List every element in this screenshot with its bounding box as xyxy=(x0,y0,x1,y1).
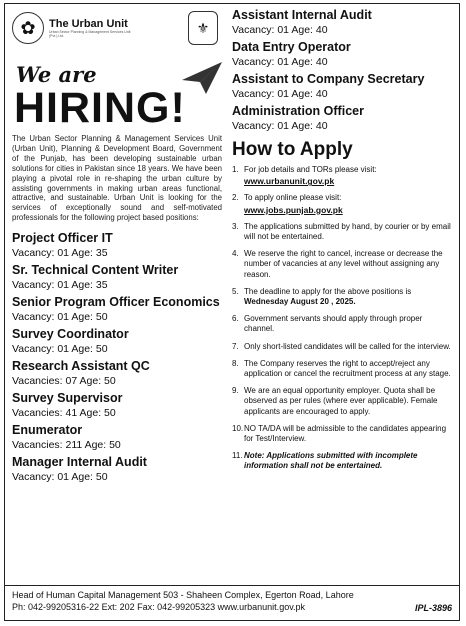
position-title: Research Assistant QC xyxy=(12,359,150,374)
position-title: Assistant Internal Audit xyxy=(232,8,372,22)
rule-item xyxy=(232,359,454,379)
rule-text xyxy=(244,249,454,280)
punjab-seal-icon: ⚜ xyxy=(188,11,218,45)
rule-item xyxy=(232,222,454,242)
footer-address: Head of Human Capital Management 503 - Shaheen Complex, Egerton Road, Lahore xyxy=(12,590,354,600)
rule-text xyxy=(244,287,454,307)
position-title: Senior Program Officer Economics xyxy=(12,295,220,310)
rule-text xyxy=(244,314,454,334)
footer-contact: Ph: 042-99205316-22 Ext: 202 Fax: 042-99205323 www.urbanunit.gov.pk xyxy=(12,602,306,612)
rule-body: Government servants should apply through proper channel. xyxy=(244,314,423,334)
right-column xyxy=(232,8,454,479)
rule-number: 11. xyxy=(232,451,243,461)
rule-number: 1. xyxy=(232,165,239,174)
position-vacancy-age: Vacancy: 01 Age: 50 xyxy=(12,311,108,324)
rule-link[interactable]: www.urbanunit.gov.pk xyxy=(244,176,335,187)
rule-number: 2. xyxy=(232,193,239,203)
headline-main: HIRING! xyxy=(14,84,186,132)
reference-number: IPL-3896 xyxy=(414,603,452,613)
rule-body: The applications submitted by hand, by courier or by email will not be entertained. xyxy=(244,221,451,242)
rule-text xyxy=(244,359,454,379)
rule-number: 10. xyxy=(232,423,244,433)
rule-deadline: Wednesday August 20 , 2025. xyxy=(244,297,356,307)
positions-list-right xyxy=(232,8,454,133)
rule-item xyxy=(232,193,454,214)
position-title: Enumerator xyxy=(12,423,83,438)
rule-item xyxy=(232,165,454,186)
position-vacancy-age: Vacancy: 01 Age: 40 xyxy=(232,88,328,100)
rule-item xyxy=(232,424,454,444)
rule-body: To apply online please visit: xyxy=(244,193,342,203)
rule-text xyxy=(244,424,454,444)
rule-body: NO TA/DA will be admissible to the candidates appearing for Test/Interview. xyxy=(244,423,447,444)
rule-number: 6. xyxy=(232,314,239,324)
logo-row xyxy=(12,8,222,48)
position-vacancy-age: Vacancy: 01 Age: 40 xyxy=(232,120,328,132)
rule-body: Only short-listed candidates will be called for the interview. xyxy=(244,341,451,351)
position-vacancy-age: Vacancy: 01 Age: 40 xyxy=(232,56,328,68)
rule-text xyxy=(244,165,454,186)
left-column xyxy=(12,8,222,487)
position-vacancy-age: Vacancy: 01 Age: 50 xyxy=(12,471,108,484)
rule-body: The deadline to apply for the above positions is xyxy=(244,286,412,296)
position-vacancy-age: Vacancy: 01 Age: 35 xyxy=(12,279,108,292)
position-title: Survey Supervisor xyxy=(12,391,123,406)
rule-body: We are an equal opportunity employer. Quota shall be observed as per rules (where ever applicable). Female applicants are encouraged to apply. xyxy=(244,386,438,416)
positions-list-left xyxy=(12,231,222,484)
rule-item xyxy=(232,249,454,280)
brand xyxy=(49,18,139,38)
rule-number: 4. xyxy=(232,249,239,259)
rule-number: 7. xyxy=(232,341,239,351)
brand-subtitle: Urban Sector Planning & Management Services Unit (Pvt.) Ltd. xyxy=(49,30,131,38)
headline-pre: We are xyxy=(16,62,97,87)
rule-item xyxy=(232,386,454,417)
position-title: Survey Coordinator xyxy=(12,327,129,342)
rule-item xyxy=(232,451,454,471)
rule-text xyxy=(244,386,454,417)
rule-text xyxy=(244,193,454,214)
rule-number: 9. xyxy=(232,386,239,396)
rule-number: 3. xyxy=(232,221,239,231)
rule-body: We reserve the right to cancel, increase or decrease the number of vacancies at any level without assigning any reason. xyxy=(244,249,443,279)
position-title: Data Entry Operator xyxy=(232,40,351,54)
application-rules xyxy=(232,165,454,472)
rule-text xyxy=(244,451,454,471)
urban-unit-logo-icon: ✿ xyxy=(12,12,44,44)
position-vacancy-age: Vacancies: 211 Age: 50 xyxy=(12,439,121,452)
position-title: Project Officer IT xyxy=(12,231,113,246)
position-vacancy-age: Vacancy: 01 Age: 50 xyxy=(12,343,108,356)
rule-note: Note: Applications submitted with incomplete information shall not be entertained. xyxy=(244,451,418,471)
position-title: Manager Internal Audit xyxy=(12,455,147,470)
position-title: Assistant to Company Secretary xyxy=(232,72,425,86)
position-title: Sr. Technical Content Writer xyxy=(12,263,179,278)
position-title: Administration Officer xyxy=(232,104,364,118)
rule-item xyxy=(232,342,454,352)
paper-plane-icon xyxy=(180,60,224,96)
rule-link[interactable]: www.jobs.punjab.gov.pk xyxy=(244,204,343,215)
rule-body: The Company reserves the right to accept/reject any application or cancel the recruitment process at any stage. xyxy=(244,358,451,379)
rule-text xyxy=(244,342,454,352)
brand-title: The Urban Unit xyxy=(49,18,128,30)
intro-paragraph: The Urban Sector Planning & Management Services Unit (Urban Unit), Planning & Development Board, Government of the Punjab, has been developing sustainable urban solutions for cities in Pakistan since 18 years. We have been playing a pivotal role in re-shaping the urban culture by assisting governments in making urban areas functional, attractive, and sustainable. Urban Unit is looking for the services of exceptionally sound and self-motivated professionals for the following project based positions: xyxy=(12,134,222,223)
rule-item xyxy=(232,314,454,334)
footer xyxy=(4,585,460,616)
position-vacancy-age: Vacancies: 41 Age: 50 xyxy=(12,407,116,420)
position-vacancy-age: Vacancy: 01 Age: 35 xyxy=(12,247,108,260)
rule-body: For job details and TORs please visit: xyxy=(244,165,377,174)
rule-text xyxy=(244,222,454,242)
position-vacancy-age: Vacancies: 07 Age: 50 xyxy=(12,375,116,388)
rule-number: 8. xyxy=(232,358,239,368)
position-vacancy-age: Vacancy: 01 Age: 40 xyxy=(232,24,328,36)
rule-number: 5. xyxy=(232,286,239,296)
rule-item xyxy=(232,287,454,307)
how-to-apply-heading: How to Apply xyxy=(232,139,353,160)
